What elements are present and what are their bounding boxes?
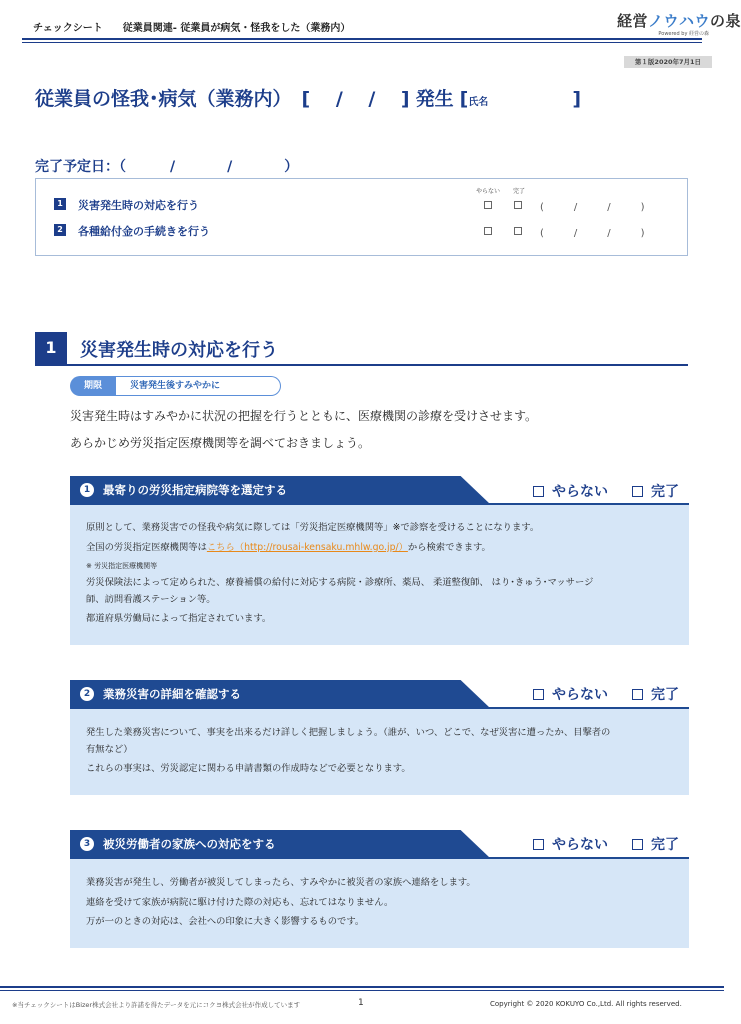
checkbox-icon xyxy=(533,486,544,497)
edition-badge: 第１版2020年7月1日 xyxy=(624,56,712,68)
step-1-checks xyxy=(533,481,679,501)
col-skip-header: やらない xyxy=(476,188,501,195)
section-1-title: 災害発生時の対応を行う xyxy=(80,340,278,361)
section-1-number: 1 xyxy=(35,332,67,364)
todo-2-label: 各種給付金の手続きを行う xyxy=(78,225,210,238)
step-2-text-1: 発生した業務災害について、事実を出来るだけ詳しく把握しましょう。（誰が、いつ、どこで、なぜ災害に遭ったか、目撃者の xyxy=(86,727,611,738)
step-1-text-2: 全国の労災指定医療機関等はこちら（http://rousai-kensaku.mhlw.go.jp/）から検索できます。 xyxy=(86,542,491,553)
step-1-text-4: 師、訪問看護ステーション等。 xyxy=(86,594,216,605)
step-1-done[interactable]: 完了 xyxy=(632,484,679,500)
logo-subtitle: Powered by 経営の森 xyxy=(658,31,709,37)
todo-1-number: 1 xyxy=(54,198,66,210)
checkbox-icon xyxy=(632,689,643,700)
step-2-skip[interactable]: やらない xyxy=(533,687,608,703)
checkbox-icon xyxy=(632,839,643,850)
todo-1-label: 災害発生時の対応を行う xyxy=(78,199,199,212)
step-2-title: 業務災害の詳細を確認する xyxy=(103,687,241,701)
step-1-note-head: ※ 労災指定医療機関等 xyxy=(86,562,158,570)
step-2-text-2: 有無など） xyxy=(86,744,133,755)
doc-category: 従業員関連- 従業員が病気・怪我をした（業務内） xyxy=(122,23,351,34)
copyright: Copyright © 2020 KOKUYO Co.,Ltd. All rights reserved. xyxy=(490,1000,682,1008)
name-label: 氏名 xyxy=(468,97,489,108)
step-3-title: 被災労働者の家族への対応をする xyxy=(103,837,276,851)
step-1-title: 最寄りの労災指定病院等を選定する xyxy=(103,483,287,497)
todo-1-skip-checkbox[interactable] xyxy=(484,201,492,209)
step-1-skip[interactable]: やらない xyxy=(533,484,608,500)
section-1-rule xyxy=(35,364,688,366)
step-2-checks xyxy=(533,684,679,704)
todo-2-date-field[interactable]: ( / / ) xyxy=(540,228,645,239)
step-3-number: 3 xyxy=(80,837,94,851)
step-3-text-2: 連絡を受けて家族が病院に駆け付けた際の対応も、忘れてはなりません。 xyxy=(86,897,394,908)
rousai-search-link[interactable]: こちら（http://rousai-kensaku.mhlw.go.jp/） xyxy=(206,542,408,553)
step-1-text-1: 原則として、業務災害での怪我や病気に際しては「労災指定医療機関等」※で診察を受けることになります。 xyxy=(86,522,540,533)
doc-type: チェックシート xyxy=(33,23,103,34)
checkbox-icon xyxy=(533,839,544,850)
header-breadcrumb xyxy=(33,19,350,34)
header-rule xyxy=(22,38,702,40)
step-2-panel xyxy=(70,709,689,795)
page-number: 1 xyxy=(358,998,364,1008)
step-2-text-3: これらの事実は、労災認定に関わる申請書類の作成時などで必要となります。 xyxy=(86,763,411,774)
todo-summary-box xyxy=(35,178,688,256)
step-3-checks xyxy=(533,834,679,854)
todo-1-done-checkbox[interactable] xyxy=(514,201,522,209)
footer-rule xyxy=(0,986,724,988)
step-1-text-5: 都道府県労働局によって指定されています。 xyxy=(86,613,272,624)
footer-note: ※当チェックシートはBizer株式会社より許諾を得たデータを元にコクヨ株式会社が作成しています xyxy=(12,1001,301,1009)
section-1-intro-1: 災害発生時はすみやかに状況の把握を行うとともに、医療機関の診療を受けさせます。 xyxy=(70,409,538,423)
step-3-text-1: 業務災害が発生し、労働者が被災してしまったら、すみやかに被災者の家族へ連絡をします。 xyxy=(86,877,476,888)
page-title: 従業員の怪我･病気（業務内） [ / / ] 発生 [氏名 ] xyxy=(35,88,581,110)
step-2-done[interactable]: 完了 xyxy=(632,687,679,703)
logo: 経営ノウハウの泉 Powered by 経営の森 xyxy=(617,12,741,37)
todo-2-done-checkbox[interactable] xyxy=(514,227,522,235)
todo-1-date-field[interactable]: ( / / ) xyxy=(540,202,645,213)
todo-2-skip-checkbox[interactable] xyxy=(484,227,492,235)
section-1-intro-2: あらかじめ労災指定医療機関等を調べておきましょう。 xyxy=(70,436,371,450)
occurrence-date-field[interactable]: [ / / ] xyxy=(301,88,410,110)
col-done-header: 完了 xyxy=(513,188,526,195)
completion-date-field[interactable]: / / ） xyxy=(126,159,307,175)
step-3-text-3: 万が一のときの対応は、会社への印象に大きく影響するものです。 xyxy=(86,916,365,927)
step-1-text-3: 労災保険法によって定められた、療養補償の給付に対応する病院・診療所、薬局、 柔道整復師、 はり･きゅう･マッサージ xyxy=(86,577,594,588)
header-rule-thin xyxy=(22,42,702,43)
step-2-number: 2 xyxy=(80,687,94,701)
checkbox-icon xyxy=(632,486,643,497)
checkbox-icon xyxy=(533,689,544,700)
step-3-done[interactable]: 完了 xyxy=(632,837,679,853)
step-3-skip[interactable]: やらない xyxy=(533,837,608,853)
todo-2-number: 2 xyxy=(54,224,66,236)
completion-date: 完了予定日：（ / / ） xyxy=(35,159,307,175)
step-1-number: 1 xyxy=(80,483,94,497)
deadline-label: 期限 xyxy=(70,376,116,396)
footer-rule-thin xyxy=(0,990,724,991)
deadline-value: 災害発生後すみやかに xyxy=(116,376,281,396)
